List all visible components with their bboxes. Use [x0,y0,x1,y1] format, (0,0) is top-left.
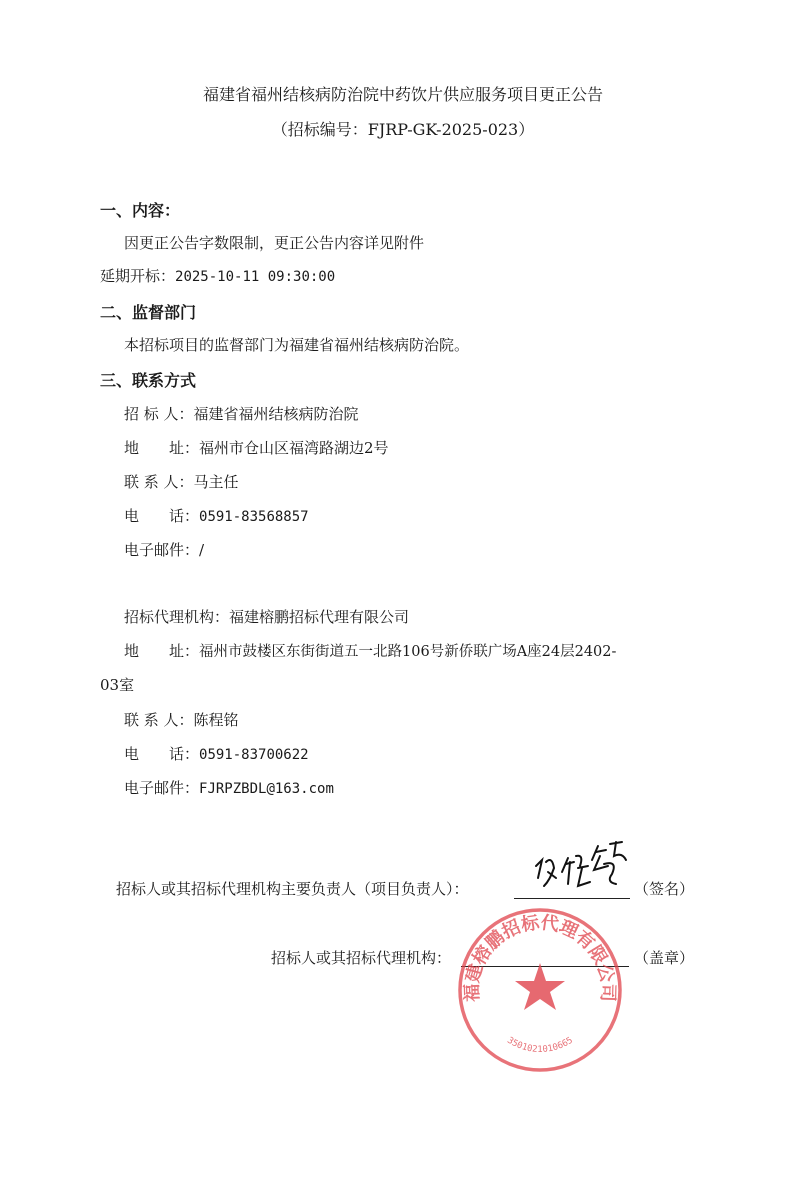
tenderer-phone: 0591-83568857 [199,509,309,525]
tender-number: （招标编号：FJRP-GK-2025-023） [271,120,535,139]
agency-phone-label: 电 话： [124,745,200,763]
agency-phone-row [124,743,309,764]
section-contact-heading: 三、联系方式 [100,371,197,390]
tenderer-phone-label: 电 话： [124,507,200,525]
agency-email: FJRPZBDL@163.com [199,781,334,797]
bid-opening-line [100,265,335,286]
agency-name-label: 招标代理机构： [124,608,230,626]
company-seal [455,905,625,1075]
tenderer-address-label: 地 址： [124,439,200,457]
agency-phone: 0591-83700622 [199,747,309,763]
supervision-line: 本招标项目的监督部门为福建省福州结核病防治院。 [124,336,470,354]
agency-contact-row [124,709,239,730]
tenderer-email-label: 电子邮件： [124,541,200,559]
tenderer-name: 福建省福州结核病防治院 [193,405,359,423]
tenderer-name-label: 招 标 人： [124,405,194,423]
handwritten-signature [526,838,636,898]
agency-address-line2: 03室 [100,676,135,694]
agency-email-label: 电子邮件： [124,779,200,797]
agency-address-line1: 福州市鼓楼区东街街道五一北路106号新侨联广场A座24层2402- [199,644,617,660]
bid-opening-label: 延期开标： [100,267,176,285]
seal-suffix: （盖章） [634,949,695,967]
signature-label: 招标人或其招标代理机构主要负责人（项目负责人）： [116,880,469,898]
agency-address-label: 地 址： [124,642,200,660]
tenderer-email: / [199,541,205,559]
agency-name-row [124,606,409,627]
svg-text:3501021010665 [505,1036,575,1055]
signature-suffix: （签名） [634,880,695,898]
tenderer-address: 福州市仓山区福湾路湖边2号 [199,439,389,457]
seal-org-text: 福建榕鹏招标代理有限公司 [461,912,619,1003]
agency-contact: 陈程铭 [193,711,239,729]
section-supervision-heading: 二、监督部门 [100,303,197,322]
tenderer-contact: 马主任 [193,473,239,491]
signature-line [514,898,630,899]
tenderer-address-row [124,437,389,458]
agency-contact-label: 联 系 人： [124,711,194,729]
seal-code: 3501021010665 [505,1035,575,1055]
bid-opening-time: 2025-10-11 09:30:00 [175,269,336,285]
tenderer-email-row [124,539,204,560]
tenderer-contact-label: 联 系 人： [124,473,194,491]
seal-label: 招标人或其招标代理机构： [271,949,452,967]
page-title: 福建省福州结核病防治院中药饮片供应服务项目更正公告 [202,85,603,104]
tenderer-name-row [124,403,359,424]
agency-address-row [124,640,616,661]
tenderer-phone-row [124,505,309,526]
agency-email-row [124,777,334,798]
section-content-heading: 一、内容： [100,201,181,220]
content-line: 因更正公告字数限制，更正公告内容详见附件 [124,234,425,252]
tenderer-contact-row [124,471,239,492]
agency-name: 福建榕鹏招标代理有限公司 [229,608,410,626]
